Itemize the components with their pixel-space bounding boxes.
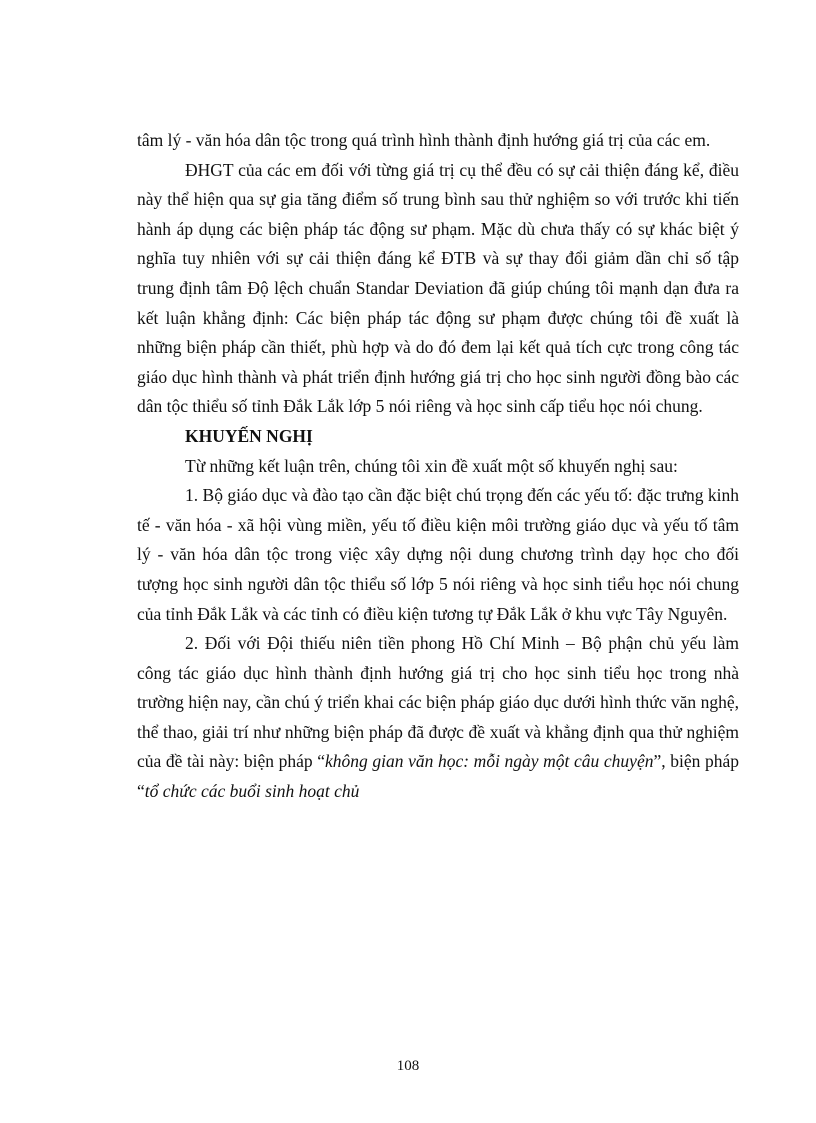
section-heading: KHUYẾN NGHỊ xyxy=(185,425,313,446)
paragraph-conclusion: ĐHGT của các em đối với từng giá trị cụ thể đều có sự cải thiện đáng kể, điều này thể hiện qua sự gia tăng điểm số trung bình sau thử nghiệm so với trước khi tiến hành áp dụng các biện pháp tác động sư phạm. Mặc dù chưa thấy có sự khác biệt ý nghĩa tuy nhiên với sự cải thiện đáng kể ĐTB và sự thay đổi giảm dần chỉ số tập trung định tâm Độ lệch chuẩn Standar Deviation đã giúp chúng tôi mạnh dạn đưa ra kết luận khẳng định: Các biện pháp tác động sư phạm được chúng tôi đề xuất là những biện pháp cần thiết, phù hợp và do đó đem lại kết quả tích cực trong công tác giáo dục hình thành và phát triển định hướng giá trị cho học sinh người đồng bào các dân tộc thiểu số tỉnh Đắk Lắk lớp 5 nói riêng và học sinh cấp tiểu học nói chung. xyxy=(137,159,739,417)
recommendations-intro: Từ những kết luận trên, chúng tôi xin đề xuất một số khuyến nghị sau: xyxy=(185,455,678,476)
recommendation-item-2 xyxy=(137,629,739,807)
item-2-italic-measure-1: không gian văn học: mỗi ngày một câu chuyện xyxy=(325,751,654,772)
item-2-italic-measure-2: tổ chức các buổi sinh hoạt chủ xyxy=(144,781,360,802)
recommendation-item-1: 1. Bộ giáo dục và đào tạo cần đặc biệt chú trọng đến các yếu tố: đặc trưng kinh tế - văn hóa - xã hội vùng miền, yếu tố điều kiện môi trường giáo dục và yếu tố tâm lý - văn hóa dân tộc trong việc xây dựng nội dung chương trình dạy học cho đối tượng học sinh người dân tộc thiểu số lớp 5 nói riêng và học sinh tiểu học nói chung của tỉnh Đắk Lắk và các tỉnh có điều kiện tương tự Đắk Lắk ở khu vực Tây Nguyên. xyxy=(137,485,739,624)
page-number: 108 xyxy=(396,1058,420,1074)
item-2-mid: ”, biện pháp “ xyxy=(137,751,739,802)
paragraph-continuation: tâm lý - văn hóa dân tộc trong quá trình hình thành định hướng giá trị của các em. xyxy=(137,130,711,150)
item-2-lead: 2. Đối với Đội thiếu niên tiền phong Hồ Chí Minh – Bộ phận chủ yếu làm công tác giáo dục hình thành định hướng giá trị cho học sinh tiểu học trong nhà trường hiện nay, cần chú ý triển khai các biện pháp giáo dục dưới hình thức văn nghệ, thể thao, giải trí như những biện pháp đã được đề xuất và khẳng định qua thử nghiệm của đề tài này: biện pháp “ xyxy=(137,633,739,772)
document-body xyxy=(137,126,739,807)
